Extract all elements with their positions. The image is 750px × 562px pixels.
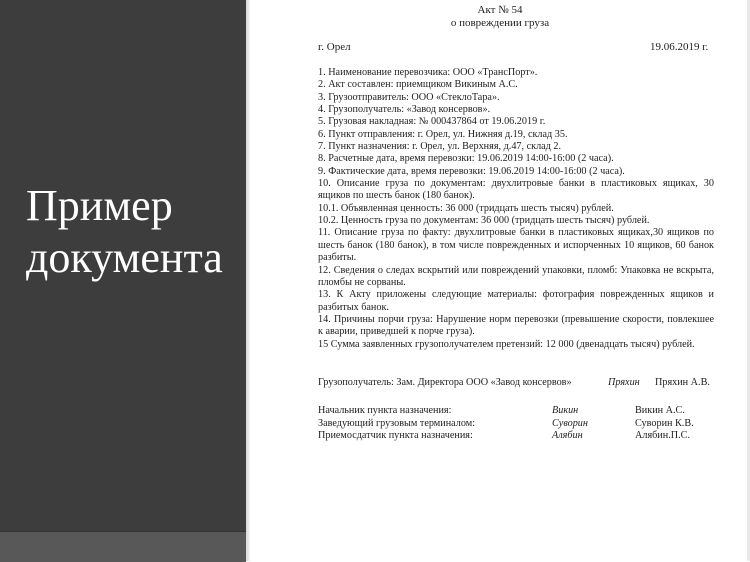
signatory-name: Викин А.С. (635, 405, 685, 416)
item-3: 3. Грузоотправитель: ООО «СтеклоТара». (318, 91, 500, 103)
signatures-block (318, 405, 718, 443)
signature-role: Заведующий грузовым терминалом: (318, 417, 476, 429)
item-13: 13. К Акту приложены следующие материалы: фотография поврежденных ящиков и разбитых банок. (318, 289, 714, 313)
signature-row (318, 405, 718, 418)
signature-row (318, 430, 718, 443)
consignee-signature-block (318, 377, 718, 390)
item-10-2: 10.2. Ценность груза по документам: 36 000 (тридцать шесть тысяч) рублей. (318, 215, 650, 227)
item-7: 7. Пункт назначения: г. Орел, ул. Верхняя, д.47, склад 2. (318, 141, 562, 153)
document-date: 19.06.2019 г. (650, 41, 709, 53)
item-11: 11. Описание груза по факту: двухлитровые банки в пластиковых ящиках,30 ящиков по шесть банок (180 банок), в том числе поврежденных и испорченных 10 ящиков, 60 банок разбиты. (318, 227, 714, 264)
item-15: 15 Сумма заявленных грузополучателем претензий: 12 000 (двенадцать тысяч) рублей. (318, 338, 695, 350)
handwritten-signature: Суворин (552, 417, 588, 429)
item-14: 14. Причины порчи груза: Нарушение норм перевозки (превышение скорости, повлекшее к аварии, приведшей к порче груза). (318, 313, 714, 338)
document-items (318, 67, 714, 351)
item-6: 6. Пункт отправления: г. Орел, ул. Нижняя д.19, склад 35. (318, 128, 568, 140)
document-title: Акт № 54 (477, 4, 523, 16)
item-4: 4. Грузополучатель: «Завод консервов». (318, 104, 491, 116)
slide-left-panel (0, 0, 246, 561)
panel-bottom-strip (0, 531, 246, 562)
signature-row (318, 418, 718, 431)
slide-title-line-2: документа (26, 233, 223, 282)
document-subtitle: о повреждении груза (450, 17, 550, 29)
handwritten-signature: Викин (552, 405, 579, 416)
item-2: 2. Акт составлен: приемщиком Викиным А.С. (318, 79, 518, 91)
signatory-name: Пряхин А.В. (655, 377, 710, 388)
handwritten-signature: Алябин (552, 430, 583, 441)
signature-row (318, 377, 718, 390)
signature-role: Начальник пункта назначения: (318, 405, 452, 416)
signatory-name: Алябин.П.С. (635, 430, 691, 441)
item-8: 8. Расчетные дата, время перевозки: 19.06.2019 14:00-16:00 (2 часа). (318, 153, 614, 165)
slide-title (26, 180, 241, 284)
item-10: 10. Описание груза по документам: двухлитровые банки в пластиковых ящиках, 30 ящиков по шесть банок (180 банок). (318, 178, 714, 202)
item-5: 5. Грузовая накладная: № 000437864 от 19.06.2019 г. (318, 116, 546, 128)
handwritten-signature: Пряхин (608, 377, 640, 388)
slide-title-line-1: Пример (26, 181, 173, 230)
signature-role: Грузополучатель: Зам. Директора ООО «Завод консервов» (318, 377, 572, 388)
signatory-name: Суворин К.В. (635, 417, 694, 429)
item-1: 1. Наименование перевозчика: ООО «ТрансПорт». (318, 67, 538, 78)
document-city: г. Орел (318, 41, 351, 53)
item-10-1: 10.1. Объявленная ценность: 36 000 (тридцать шесть тысяч) рублей. (318, 202, 614, 214)
item-9: 9. Фактические дата, время перевозки: 19.06.2019 14:00-16:00 (2 часа). (318, 165, 625, 177)
signature-role: Приемосдатчик пункта назначения: (318, 430, 473, 441)
document-page (250, 0, 750, 561)
item-12: 12. Сведения о следах вскрытий или повреждений упаковки, пломб: Упаковка не вскрыта, пломбы не сорваны. (318, 264, 714, 288)
